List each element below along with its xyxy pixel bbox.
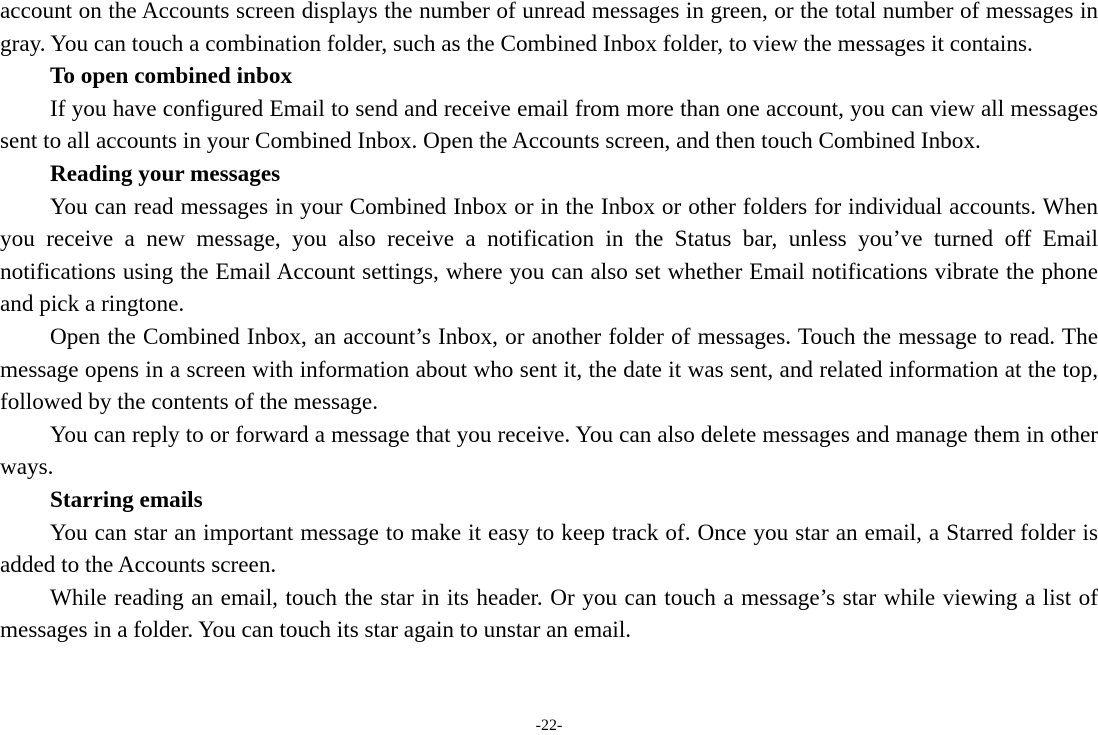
paragraph-continued: account on the Accounts screen displays the number of unread messages in green, or the total number of messages in gray. You can touch a combination folder, such as the Combined Inbox folder, to view the messages it contains.	[0, 0, 1098, 57]
heading-open-combined-inbox: To open combined inbox	[50, 63, 293, 90]
paragraph-combined-inbox: If you have configured Email to send and receive email from more than one account, you can view all messages sent to all accounts in your Combined Inbox. Open the Accounts screen, and then touch Combined Inbox.	[0, 95, 1098, 155]
paragraph-reading-1: You can read messages in your Combined Inbox or in the Inbox or other folders for individual accounts. When you receive a new message, you also receive a notification in the Status bar, unless you’ve turned off Email notifications using the Email Account settings, where you can also set whether Email notifications vibrate the phone and pick a ringtone.	[0, 193, 1098, 318]
page-number: -22-	[535, 717, 563, 734]
paragraph-reading-2: Open the Combined Inbox, an account’s Inbox, or another folder of messages. Touch the message to read. The message opens in a screen with information about who sent it, the date it was sent, and related information at the top, followed by the contents of the message.	[0, 323, 1098, 416]
heading-starring-emails: Starring emails	[50, 486, 203, 513]
paragraph-starring-1: You can star an important message to make it easy to keep track of. Once you star an email, a Starred folder is added to the Accounts screen.	[0, 519, 1098, 579]
heading-reading-messages: Reading your messages	[50, 160, 281, 187]
paragraph-starring-2: While reading an email, touch the star in its header. Or you can touch a message’s star while viewing a list of messages in a folder. You can touch its star again to unstar an email.	[0, 584, 1098, 644]
paragraph-reading-3: You can reply to or forward a message that you receive. You can also delete messages and manage them in other ways.	[0, 421, 1098, 481]
